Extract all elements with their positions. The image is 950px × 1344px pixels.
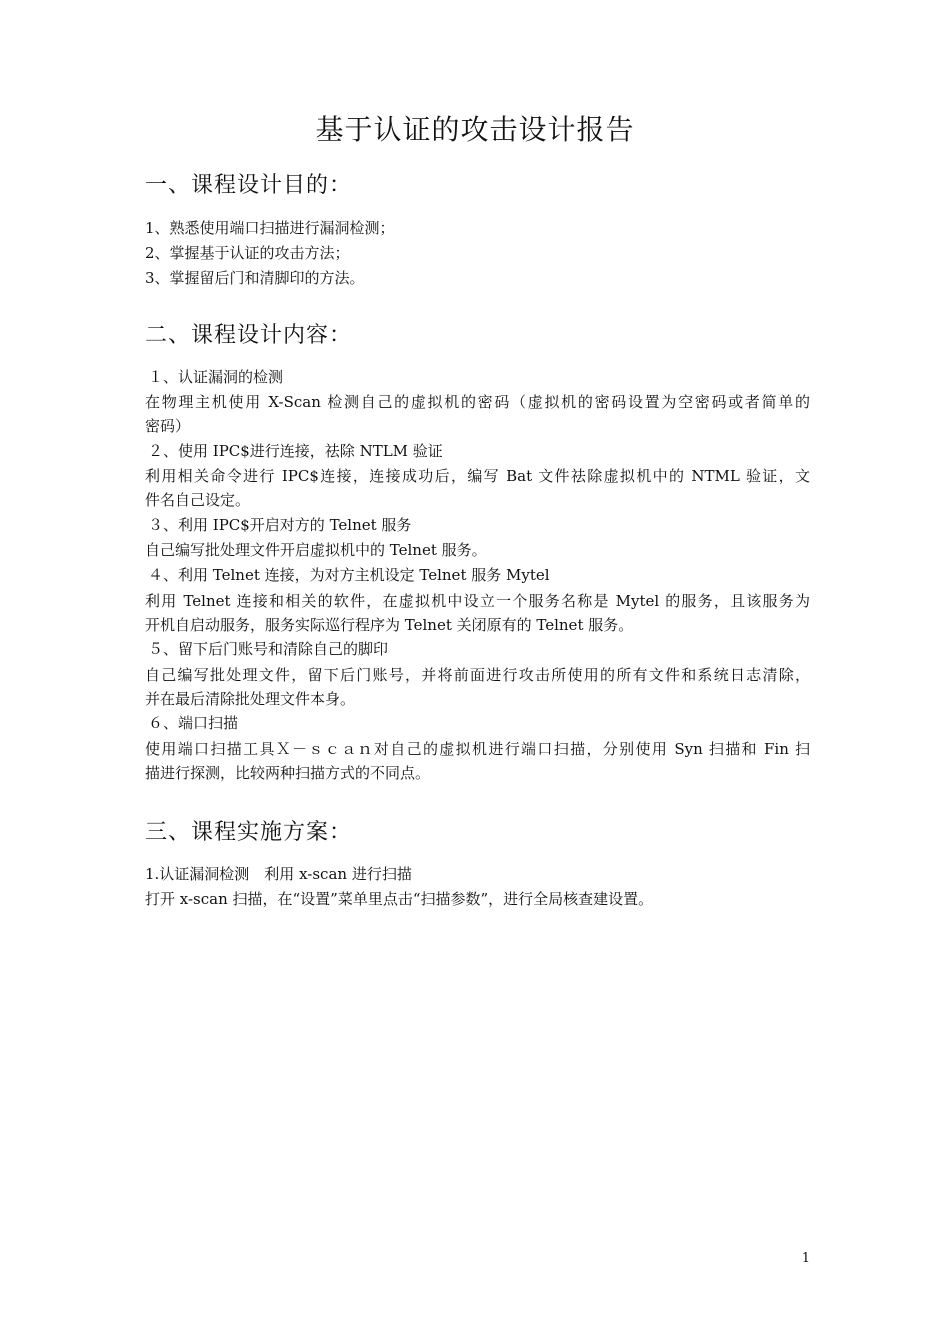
objective-item: 2、掌握基于认证的攻击方法；	[145, 244, 350, 262]
content-paragraph-line: 利用相关命令进行 IPC$连接，连接成功后，编写 Bat 文件祛除虚拟机中的 NTML 验证，文	[145, 467, 810, 485]
objective-item: 3、掌握留后门和清脚印的方法。	[145, 269, 365, 287]
content-item-title: ４、利用 Telnet 连接，为对方主机设定 Telnet 服务 Mytel	[148, 566, 550, 584]
section-heading-plan: 三、课程实施方案：	[145, 820, 353, 845]
page-number: 1	[801, 1251, 810, 1266]
content-item-title: ３、利用 IPC$开启对方的 Telnet 服务	[148, 516, 412, 534]
content-paragraph-line: 件名自己设定。	[145, 491, 251, 509]
content-paragraph-line: 自己编写批处理文件，留下后门账号，并将前面进行攻击所使用的所有文件和系统日志清除，	[145, 666, 810, 684]
content-paragraph-line: 利用 Telnet 连接和相关的软件，在虚拟机中设立一个服务名称是 Mytel 的服务，且该服务为	[145, 592, 810, 610]
content-paragraph-line: 密码）	[145, 417, 191, 435]
content-paragraph-line: 使用端口扫描工具Ｘ－ｓｃａｎ对自己的虚拟机进行端口扫描，分别使用 Syn 扫描和 Fin 扫	[145, 740, 810, 758]
content-item-title: ２、使用 IPC$进行连接，祛除 NTLM 验证	[148, 442, 443, 460]
content-paragraph-line: 自己编写批处理文件开启虚拟机中的 Telnet 服务。	[145, 541, 487, 559]
content-item-title: ５、留下后门账号和清除自己的脚印	[148, 640, 389, 658]
content-item-title: ６、端口扫描	[148, 714, 239, 732]
section-heading-content: 二、课程设计内容：	[145, 323, 353, 348]
content-paragraph-line: 开机自启动服务，服务实际巡行程序为 Telnet 关闭原有的 Telnet 服务。	[145, 616, 634, 634]
document-title: 基于认证的攻击设计报告	[315, 113, 635, 146]
plan-step-title: 1.认证漏洞检测 利用 x-scan 进行扫描	[145, 865, 412, 883]
plan-paragraph-line: 打开 x-scan 扫描，在“设置”菜单里点击“扫描参数”，进行全局核查建设置。	[145, 890, 654, 908]
content-paragraph-line: 并在最后清除批处理文件本身。	[145, 690, 356, 708]
content-item-title: １、认证漏洞的检测	[148, 368, 284, 386]
content-paragraph-line: 描进行探测，比较两种扫描方式的不同点。	[145, 764, 431, 782]
objective-item: 1、熟悉使用端口扫描进行漏洞检测；	[145, 219, 395, 237]
content-paragraph-line: 在物理主机使用 X-Scan 检测自己的虚拟机的密码（虚拟机的密码设置为空密码或者简单的	[145, 393, 810, 411]
section-heading-objectives: 一、课程设计目的：	[145, 173, 353, 198]
